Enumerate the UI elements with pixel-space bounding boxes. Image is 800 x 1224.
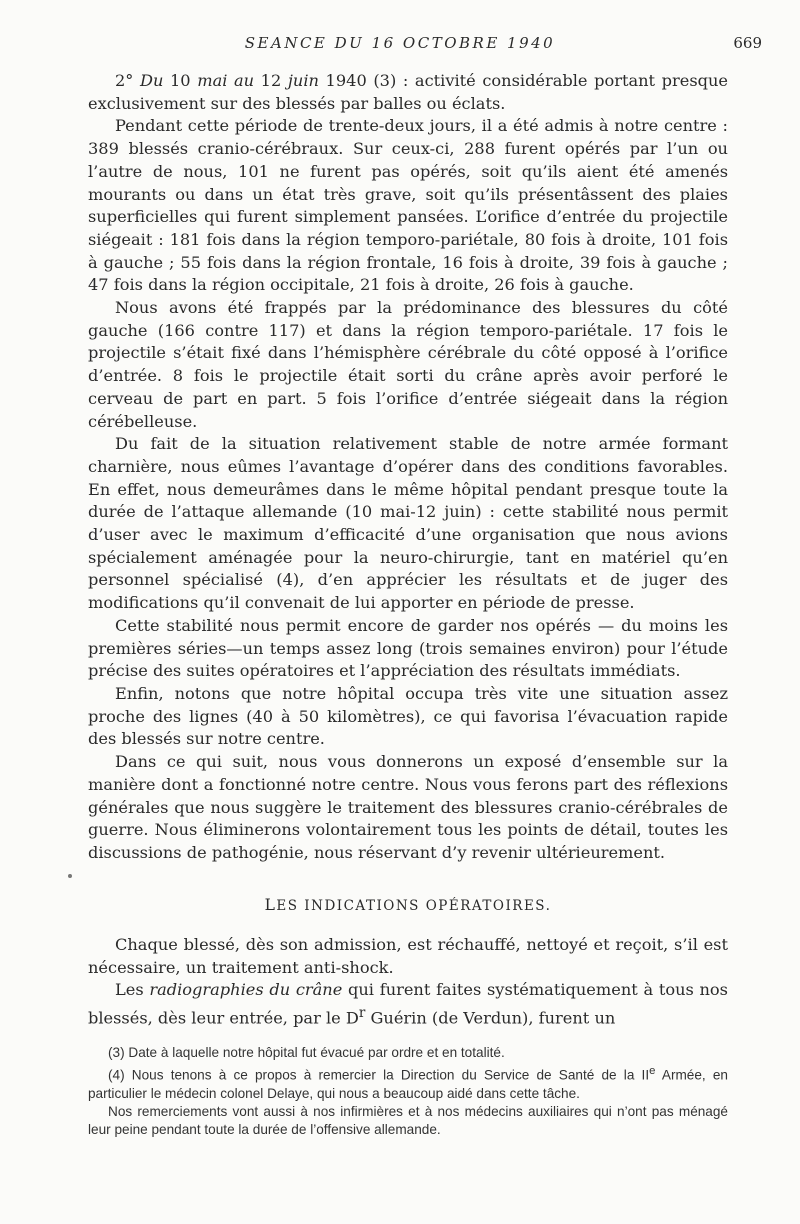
paragraph-6: Enfin, notons que notre hôpital occupa très vite une situation assez proche des lignes (40 à 50 kilomètres), ce qui favorisa l’évacuation rapide des blessés sur notre centre. <box>88 683 728 749</box>
paragraph-1 <box>88 70 728 115</box>
paragraph-4: Du fait de la situation relativement stable de notre armée formant charnière, nous eûmes l’avantage d’opérer dans des conditions favorables. En effet, nous demeurâmes dans le même hôpital pendant presque toute la durée de l’attaque allemande (10 mai-12 juin) : cette stabilité nous permit d’user avec le maximum d’efficacité d’une organisation que nous avions spécialement aménagée pour la neuro-chirurgie, tant en matériel qu’en personnel spécialisé (4), d’en apprécier les résultats et de juger des modifications qu’il convenait de lui apporter en période de presse. <box>88 434 728 613</box>
main-body <box>88 70 728 865</box>
page-header <box>0 34 800 56</box>
fn4-a: (4) Nous tenons à ce propos à remercier la Direction du Service de Santé de la II <box>108 1067 650 1083</box>
section-heading-cap: L <box>264 896 277 914</box>
section-heading <box>88 896 728 914</box>
footnote-3: (3) Date à laquelle notre hôpital fut évacué par ordre et en totalité. <box>108 1045 505 1060</box>
p9-sup: r <box>358 1005 366 1022</box>
footnotes <box>88 1044 728 1139</box>
footnote-4 <box>88 1062 728 1103</box>
p1-rest2: 12 <box>254 71 288 90</box>
p9-c: Guérin (de Verdun), furent un <box>365 1008 616 1028</box>
running-title: SEANCE DU 16 OCTOBRE 1940 <box>244 34 556 52</box>
paragraph-8: Chaque blessé, dès son admission, est réchauffé, nettoyé et reçoit, s’il est nécessaire, un traitement anti-shock. <box>88 935 728 977</box>
p9-b: qui furent faites systématiquement à tous nos blessés, dès leur entrée, par le D <box>88 980 728 1028</box>
p9-a: Les <box>115 980 150 1000</box>
section-heading-rest: ES INDICATIONS OPÉRATOIRES. <box>276 898 552 914</box>
fn4-b: Armée, en particulier le médecin colonel Delaye, qui nous a beaucoup aidé dans cette tâche. <box>88 1067 728 1101</box>
p1-date-word: Du <box>140 71 164 90</box>
page-number: 669 <box>733 34 762 52</box>
footnote-5: Nos remerciements vont aussi à nos infirmières et à nos médecins auxiliaires qui n’ont pas ménagé leur peine pendant toute la durée de l’offensive allemande. <box>88 1103 728 1137</box>
section-body <box>88 934 728 1030</box>
paragraph-3: Nous avons été frappés par la prédominance des blessures du côté gauche (166 contre 117) et dans la région temporo-pariétale. 17 fois le projectile s’était fixé dans l’hémisphère cérébrale du côté opposé à l’orifice d’entrée. 8 fois le projectile était sorti du crâne après avoir perforé le cerveau de part en part. 5 fois l’orifice d’entrée siégeait dans la région cérébelleuse. <box>88 298 728 431</box>
p1-rest1: 10 <box>163 71 198 90</box>
paragraph-9 <box>88 979 728 1030</box>
paragraph-7: Dans ce qui suit, nous vous donnerons un exposé d’ensemble sur la manière dont a fonctionné notre centre. Nous vous ferons part des réflexions générales que nous suggère le traitement des blessures cranio-cérébrales de guerre. Nous éliminerons volontairement tous les points de détail, toutes les discussions de pathogénie, nous réservant d’y revenir ultérieurement. <box>88 752 728 862</box>
p9-italic: radiographies du crâne <box>149 980 343 1000</box>
p1-date-word2: mai au <box>197 71 255 90</box>
paragraph-5: Cette stabilité nous permit encore de garder nos opérés — du moins les premières séries—un temps assez long (trois semaines environ) pour l’étude précise des suites opératoires et l’appréciation des résultats immédiats. <box>88 615 728 681</box>
margin-mark <box>68 874 72 878</box>
paragraph-2: Pendant cette période de trente-deux jours, il a été admis à notre centre : 389 blessés cranio-cérébraux. Sur ceux-ci, 288 furent opérés par l’un ou l’autre de nous, 101 ne furent pas opérés, soit qu’ils aient été amenés mourants ou dans un état très grave, soit qu’ils présentâssent des plaies superficielles qui furent simplement pansées. L’orifice d’entrée du projectile siégeait : 181 fois dans la région temporo-pariétale, 80 fois à droite, 101 fois à gauche ; 55 fois dans la région frontale, 16 fois à droite, 39 fois à gauche ; 47 fois dans la région occipitale, 21 fois à droite, 26 fois à gauche. <box>88 116 728 295</box>
p1-date-word3: juin <box>287 71 319 90</box>
p1-rest3: 1940 (3) : activité considérable portant presque exclusivement sur des blessés par balles ou éclats. <box>88 71 729 113</box>
p1-lead: 2° <box>115 71 140 90</box>
fn4-sup: e <box>649 1065 656 1077</box>
